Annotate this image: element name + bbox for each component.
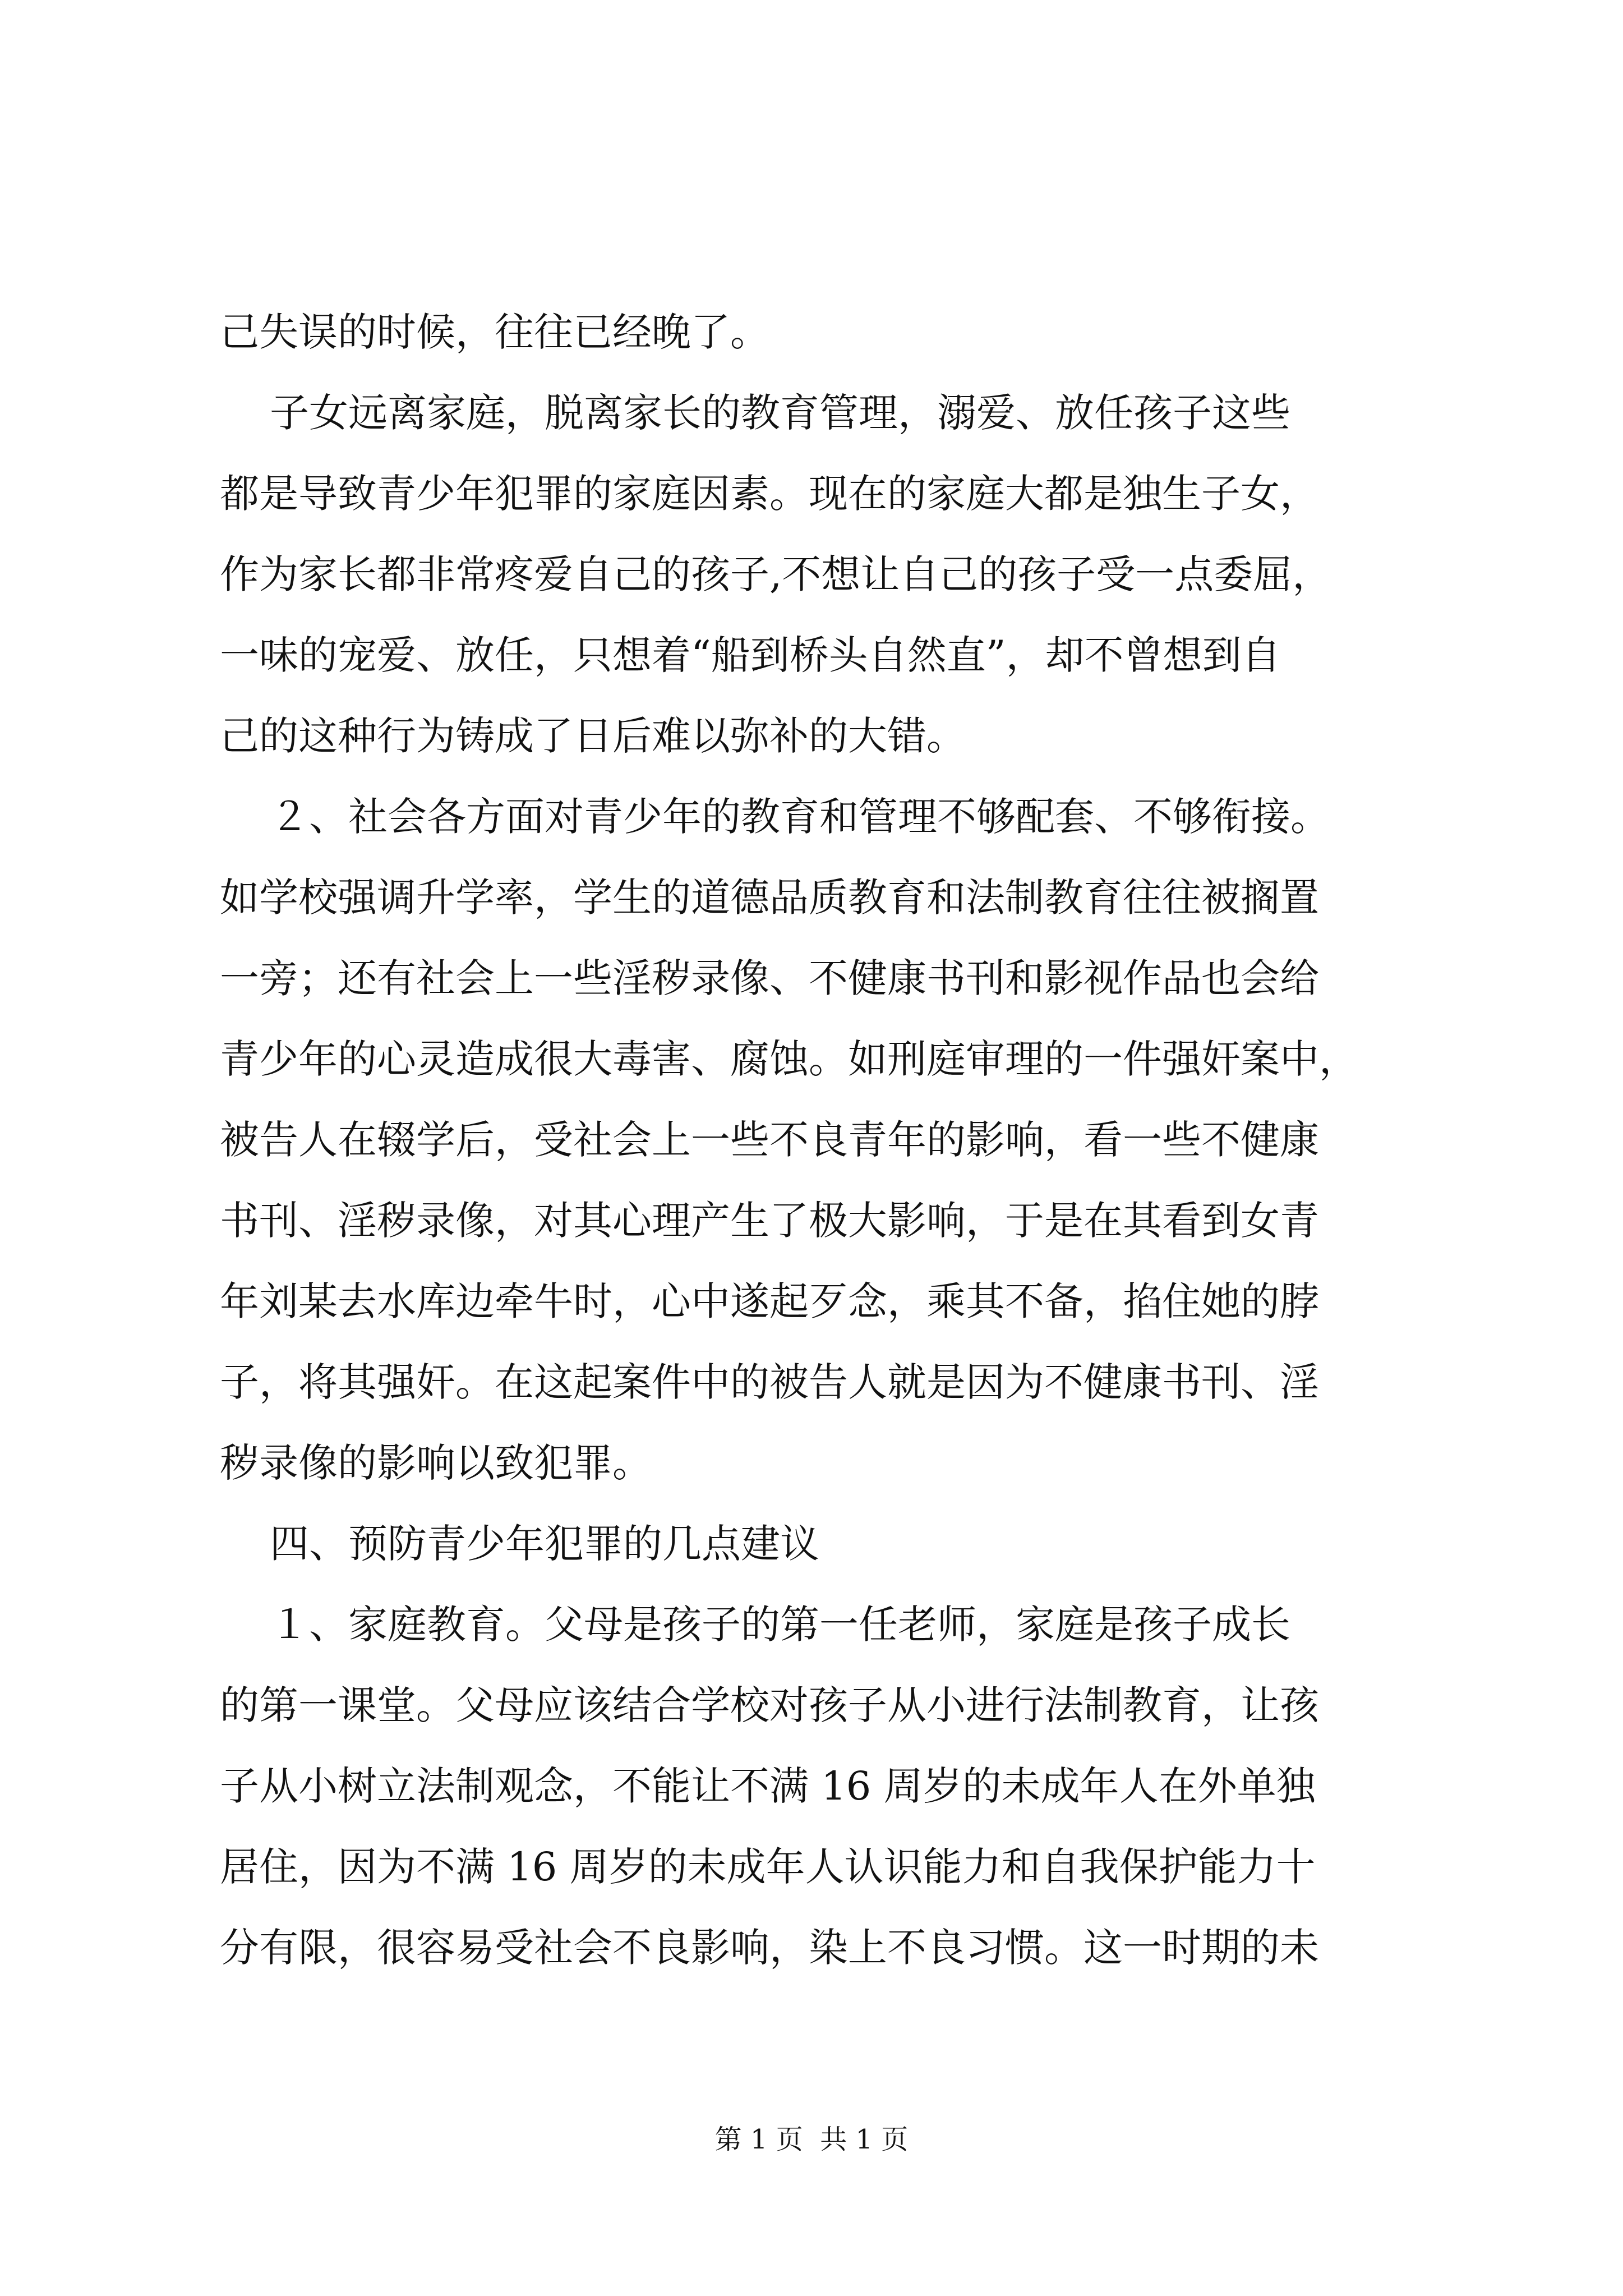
text-line: ２、社会各方面对青少年的教育和管理不够配套、不够衔接。	[220, 794, 1330, 840]
text-line: 居住，因为不满 16 周岁的未成年人认识能力和自我保护能力十	[220, 1844, 1316, 1890]
text-line: 一旁；还有社会上一些淫秽录像、不健康书刊和影视作品也会给	[220, 955, 1319, 1001]
text-line: 如学校强调升学率，学生的道德品质教育和法制教育往往被搁置	[220, 875, 1319, 921]
text-line: 的第一课堂。父母应该结合学校对孩子从小进行法制教育，让孩	[220, 1682, 1319, 1728]
text-line: 子，将其强奸。在这起案件中的被告人就是因为不健康书刊、淫	[220, 1359, 1319, 1405]
section-heading: 四、预防青少年犯罪的几点建议	[220, 1521, 820, 1567]
text-line: 子女远离家庭，脱离家长的教育管理，溺爱、放任孩子这些	[220, 390, 1291, 436]
text-line: 秽录像的影响以致犯罪。	[220, 1440, 652, 1486]
document-body	[220, 292, 1420, 1988]
text-line: 己的这种行为铸成了日后难以弥补的大错。	[220, 713, 966, 759]
text-line: １、家庭教育。父母是孩子的第一任老师，家庭是孩子成长	[220, 1602, 1291, 1648]
text-line: 年刘某去水库边牵牛时，心中遂起歹念，乘其不备，掐住她的脖	[220, 1278, 1319, 1324]
text-line: 分有限，很容易受社会不良影响，染上不良习惯。这一时期的未	[220, 1925, 1319, 1971]
text-line: 作为家长都非常疼爱自己的孩子,不想让自己的孩子受一点委屈，	[220, 551, 1332, 597]
text-line: 子从小树立法制观念，不能让不满 16 周岁的未成年人在外单独	[220, 1763, 1316, 1809]
text-line: 青少年的心灵造成很大毒害、腐蚀。如刑庭审理的一件强奸案中，	[220, 1036, 1358, 1082]
text-line: 书刊、淫秽录像，对其心理产生了极大影响，于是在其看到女青	[220, 1198, 1319, 1244]
text-line: 己失误的时候，往往已经晚了。	[220, 309, 769, 355]
text-line: 一味的宠爱、放任，只想着“船到桥头自然直”，却不曾想到自	[220, 632, 1281, 678]
text-line: 都是导致青少年犯罪的家庭因素。现在的家庭大都是独生子女，	[220, 471, 1319, 517]
text-line: 被告人在辍学后，受社会上一些不良青年的影响，看一些不健康	[220, 1117, 1319, 1163]
page-number-footer: 第 1 页 共 1 页	[714, 2124, 909, 2155]
